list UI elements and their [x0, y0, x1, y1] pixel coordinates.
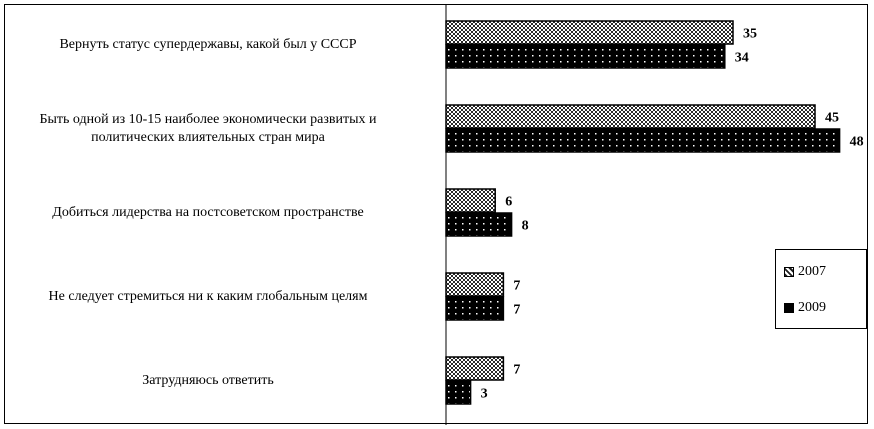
value-label-2007-2: 6 — [505, 194, 513, 210]
value-label-2007-3: 7 — [513, 278, 521, 294]
bar-2009-3 — [446, 297, 503, 320]
value-label-2009-3: 7 — [513, 302, 521, 318]
category-label-line: Не следует стремиться ни к каким глобальным целям — [48, 288, 368, 304]
legend — [775, 249, 867, 329]
legend-label-2009: 2009 — [798, 300, 826, 315]
bar-2007-2 — [446, 189, 495, 212]
category-label-line: Добиться лидерства на постсоветском пространстве — [52, 204, 364, 220]
bar-2009-1 — [446, 129, 840, 152]
value-label-2009-0: 34 — [734, 50, 749, 66]
value-label-2007-1: 45 — [825, 110, 839, 126]
category-label-2 — [0, 204, 423, 222]
legend-swatch-2007 — [784, 267, 794, 277]
category-label-line: Затрудняюсь ответить — [142, 372, 274, 388]
bar-2009-4 — [446, 381, 471, 404]
value-label-2009-2: 8 — [521, 218, 529, 234]
category-label-line: Вернуть статус супердержавы, какой был у СССР — [59, 36, 357, 52]
bar-2007-0 — [446, 21, 733, 44]
category-label-1 — [0, 111, 423, 147]
legend-swatch-2009 — [784, 303, 794, 313]
value-label-2009-1: 48 — [849, 134, 864, 150]
legend-item-2009 — [798, 299, 826, 317]
legend-label-2007: 2007 — [798, 264, 826, 279]
category-label-4 — [0, 372, 423, 390]
value-label-2007-0: 35 — [743, 26, 757, 42]
category-label-line: политических влиятельных стран мира — [91, 129, 325, 145]
value-label-2009-4: 3 — [480, 386, 488, 402]
bar-2009-2 — [446, 213, 512, 236]
value-label-2007-4: 7 — [513, 362, 521, 378]
bar-2007-1 — [446, 105, 815, 128]
category-label-line: Быть одной из 10-15 наиболее экономически развитых и — [39, 111, 377, 127]
bar-2009-0 — [446, 45, 725, 68]
category-label-0 — [0, 36, 423, 54]
bar-2007-4 — [446, 357, 503, 380]
bar-2007-3 — [446, 273, 503, 296]
legend-item-2007 — [798, 263, 826, 281]
category-label-3 — [0, 288, 423, 306]
chart-frame — [4, 4, 868, 424]
